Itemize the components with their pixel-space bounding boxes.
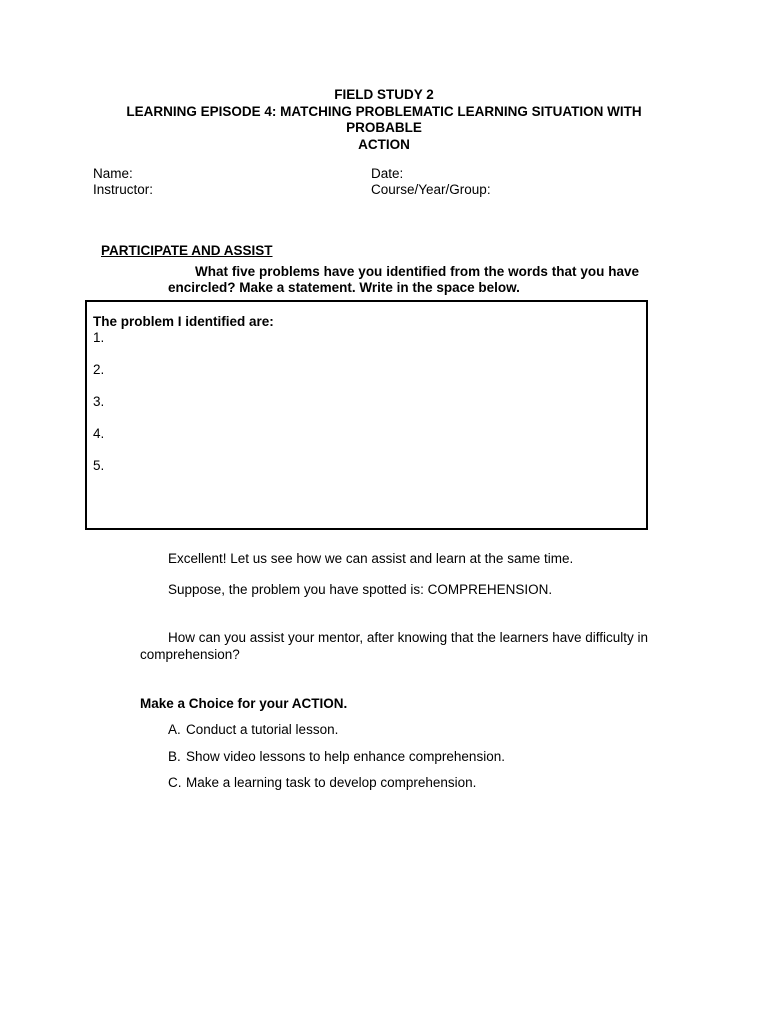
- title-line-3: ACTION: [358, 136, 410, 152]
- info-right-column: [371, 166, 491, 197]
- choice-option-c: [168, 775, 476, 790]
- option-letter: A.: [168, 722, 181, 737]
- answer-box-heading: The problem I identified are:: [93, 314, 274, 329]
- section-heading: PARTICIPATE AND ASSIST: [101, 243, 273, 258]
- instructor-label: Instructor:: [93, 181, 154, 197]
- choice-option-a: [168, 722, 338, 737]
- answer-item-1: 1.: [93, 330, 105, 345]
- paragraph-question-line-2: comprehension?: [140, 647, 240, 662]
- answer-item-4: 4.: [93, 426, 105, 441]
- name-label: Name:: [93, 166, 133, 181]
- paragraph-suppose: Suppose, the problem you have spotted is: COMPREHENSION.: [168, 582, 553, 597]
- option-text: Conduct a tutorial lesson.: [186, 722, 339, 737]
- document-title: [90, 87, 678, 153]
- paragraph-question-line-1: How can you assist your mentor, after knowing that the learners have difficulty in: [168, 630, 648, 645]
- answer-item-5: 5.: [93, 458, 105, 473]
- answer-item-3: 3.: [93, 394, 105, 409]
- option-letter: B.: [168, 749, 181, 764]
- info-left-column: [93, 166, 153, 197]
- paragraph-excellent: Excellent! Let us see how we can assist and learn at the same time.: [168, 551, 574, 566]
- answer-item-2: 2.: [93, 362, 105, 377]
- title-line-2: LEARNING EPISODE 4: MATCHING PROBLEMATIC LEARNING SITUATION WITH PROBABLE: [126, 103, 642, 135]
- choice-heading: Make a Choice for your ACTION.: [140, 696, 348, 711]
- choice-option-b: [168, 749, 505, 764]
- course-label: Course/Year/Group:: [371, 181, 491, 197]
- option-letter: C.: [168, 775, 182, 790]
- option-text: Make a learning task to develop comprehension.: [186, 775, 477, 790]
- question-text: What five problems have you identified from the words that you have encircled? Make a statement. Write in the space below.: [168, 264, 639, 295]
- date-label: Date:: [371, 166, 404, 181]
- title-line-1: FIELD STUDY 2: [334, 87, 434, 102]
- answer-box[interactable]: [85, 300, 648, 530]
- option-text: Show video lessons to help enhance comprehension.: [186, 749, 505, 764]
